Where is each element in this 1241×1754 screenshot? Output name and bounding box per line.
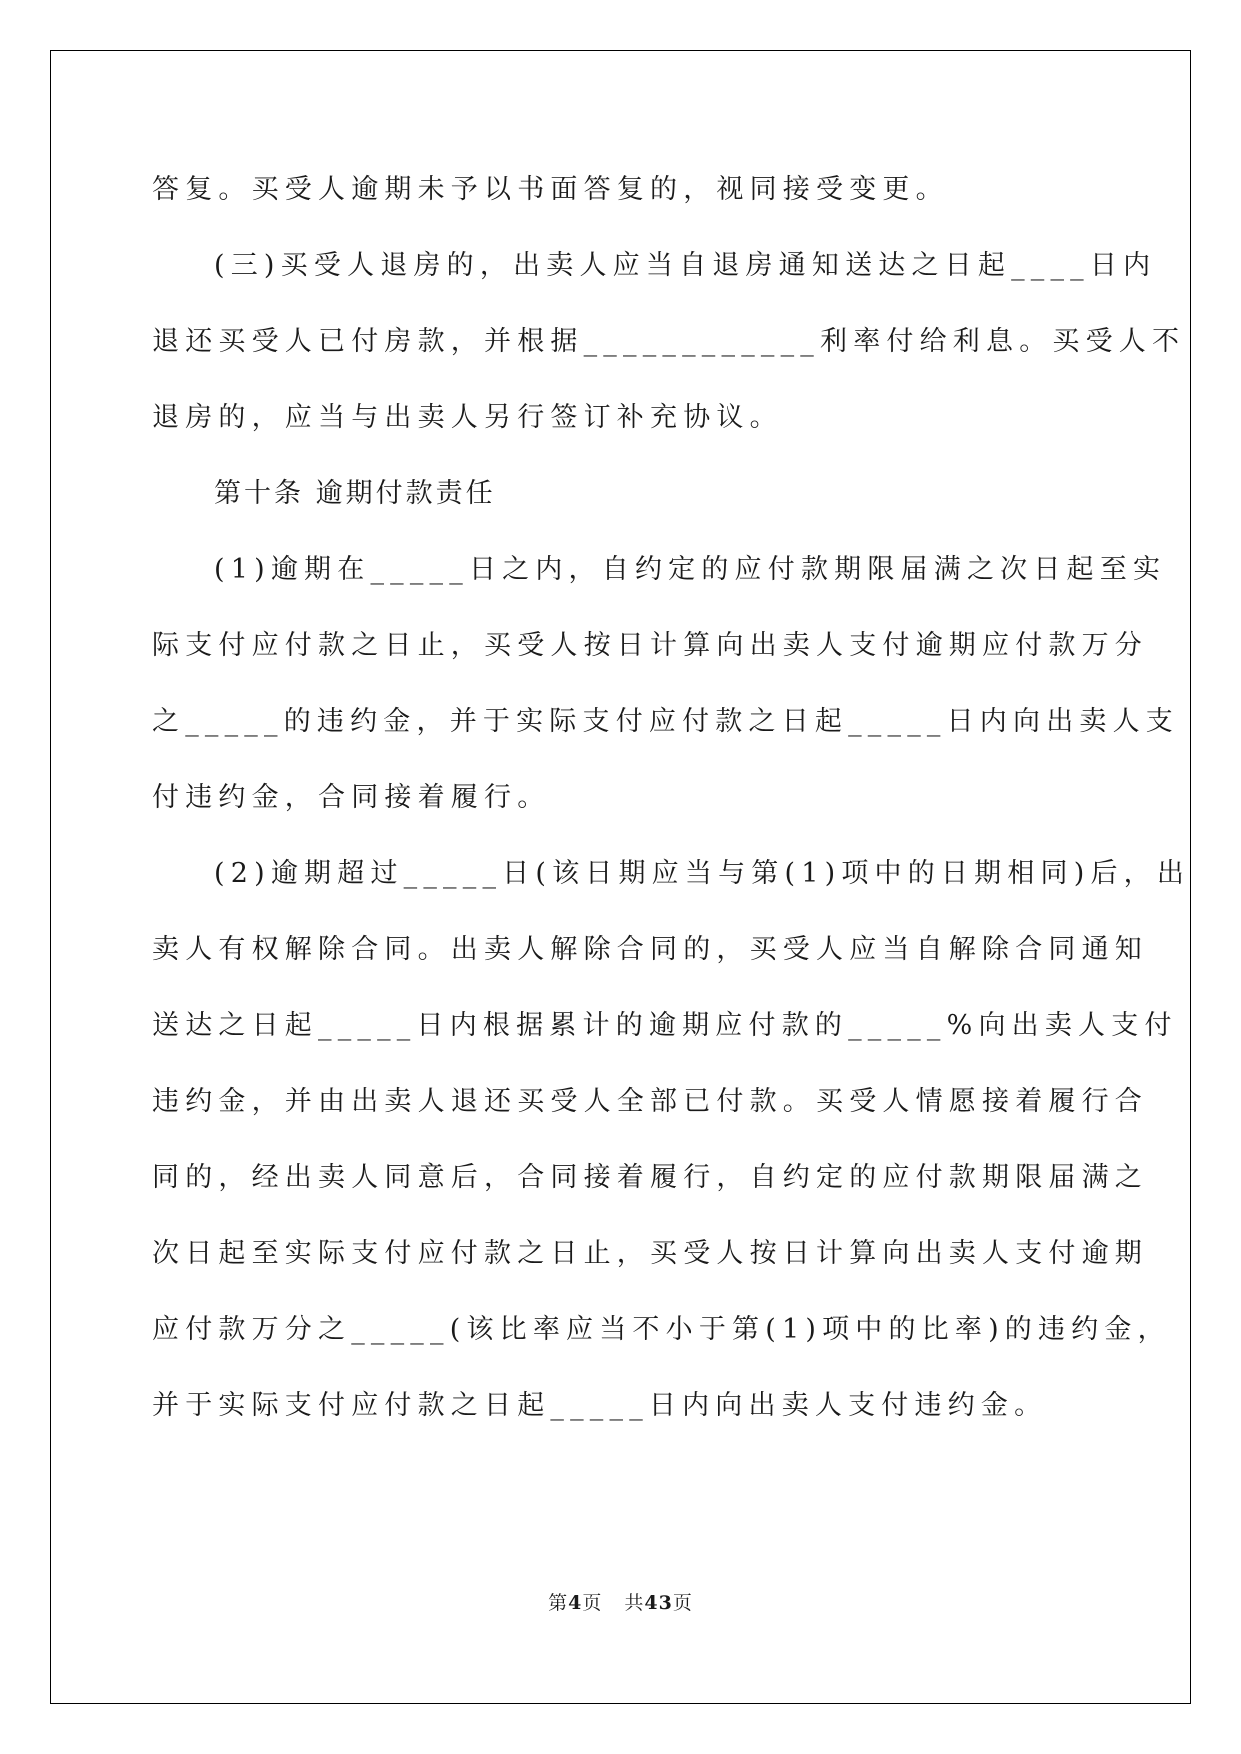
section-heading: 第十条 逾期付款责任 — [214, 478, 496, 509]
text-line: 际支付应付款之日止，买受人按日计算向出卖人支付逾期应付款万分 — [152, 630, 1148, 661]
text-line: (三)买受人退房的，出卖人应当自退房通知送达之日起____日内 — [214, 250, 1157, 281]
total-prefix: 共 — [624, 1592, 645, 1614]
text-line: (2)逾期超过_____日(该日期应当与第(1)项中的日期相同)后，出 — [214, 858, 1191, 889]
text-line: 退房的，应当与出卖人另行签订补充协议。 — [152, 402, 783, 433]
text-line: (1)逾期在_____日之内，自约定的应付款期限届满之次日起至实 — [214, 554, 1167, 585]
page-suffix: 页 — [582, 1592, 603, 1614]
page-footer — [0, 1588, 1241, 1615]
text-line: 违约金，并由出卖人退还买受人全部已付款。买受人情愿接着履行合 — [152, 1086, 1148, 1117]
text-line: 卖人有权解除合同。出卖人解除合同的，买受人应当自解除合同通知 — [152, 934, 1148, 965]
text-line: 应付款万分之_____(该比率应当不小于第(1)项中的比率)的违约金， — [152, 1314, 1171, 1345]
text-line: 次日起至实际支付应付款之日止，买受人按日计算向出卖人支付逾期 — [152, 1238, 1148, 1269]
text-line: 之_____的违约金，并于实际支付应付款之日起_____日内向出卖人支 — [152, 706, 1179, 737]
text-line: 退还买受人已付房款，并根据____________利率付给利息。买受人不 — [152, 326, 1186, 357]
document-body — [152, 152, 1191, 1444]
page-number: 4 — [568, 1592, 583, 1614]
total-pages: 43 — [644, 1592, 673, 1614]
page-prefix: 第 — [548, 1592, 569, 1614]
text-line: 答复。买受人逾期未予以书面答复的，视同接受变更。 — [152, 174, 949, 205]
text-line: 同的，经出卖人同意后，合同接着履行，自约定的应付款期限届满之 — [152, 1162, 1148, 1193]
text-line: 并于实际支付应付款之日起_____日内向出卖人支付违约金。 — [152, 1390, 1048, 1421]
text-line: 送达之日起_____日内根据累计的逾期应付款的_____%向出卖人支付 — [152, 1010, 1178, 1041]
text-line: 付违约金，合同接着履行。 — [152, 782, 551, 813]
total-suffix: 页 — [672, 1592, 693, 1614]
